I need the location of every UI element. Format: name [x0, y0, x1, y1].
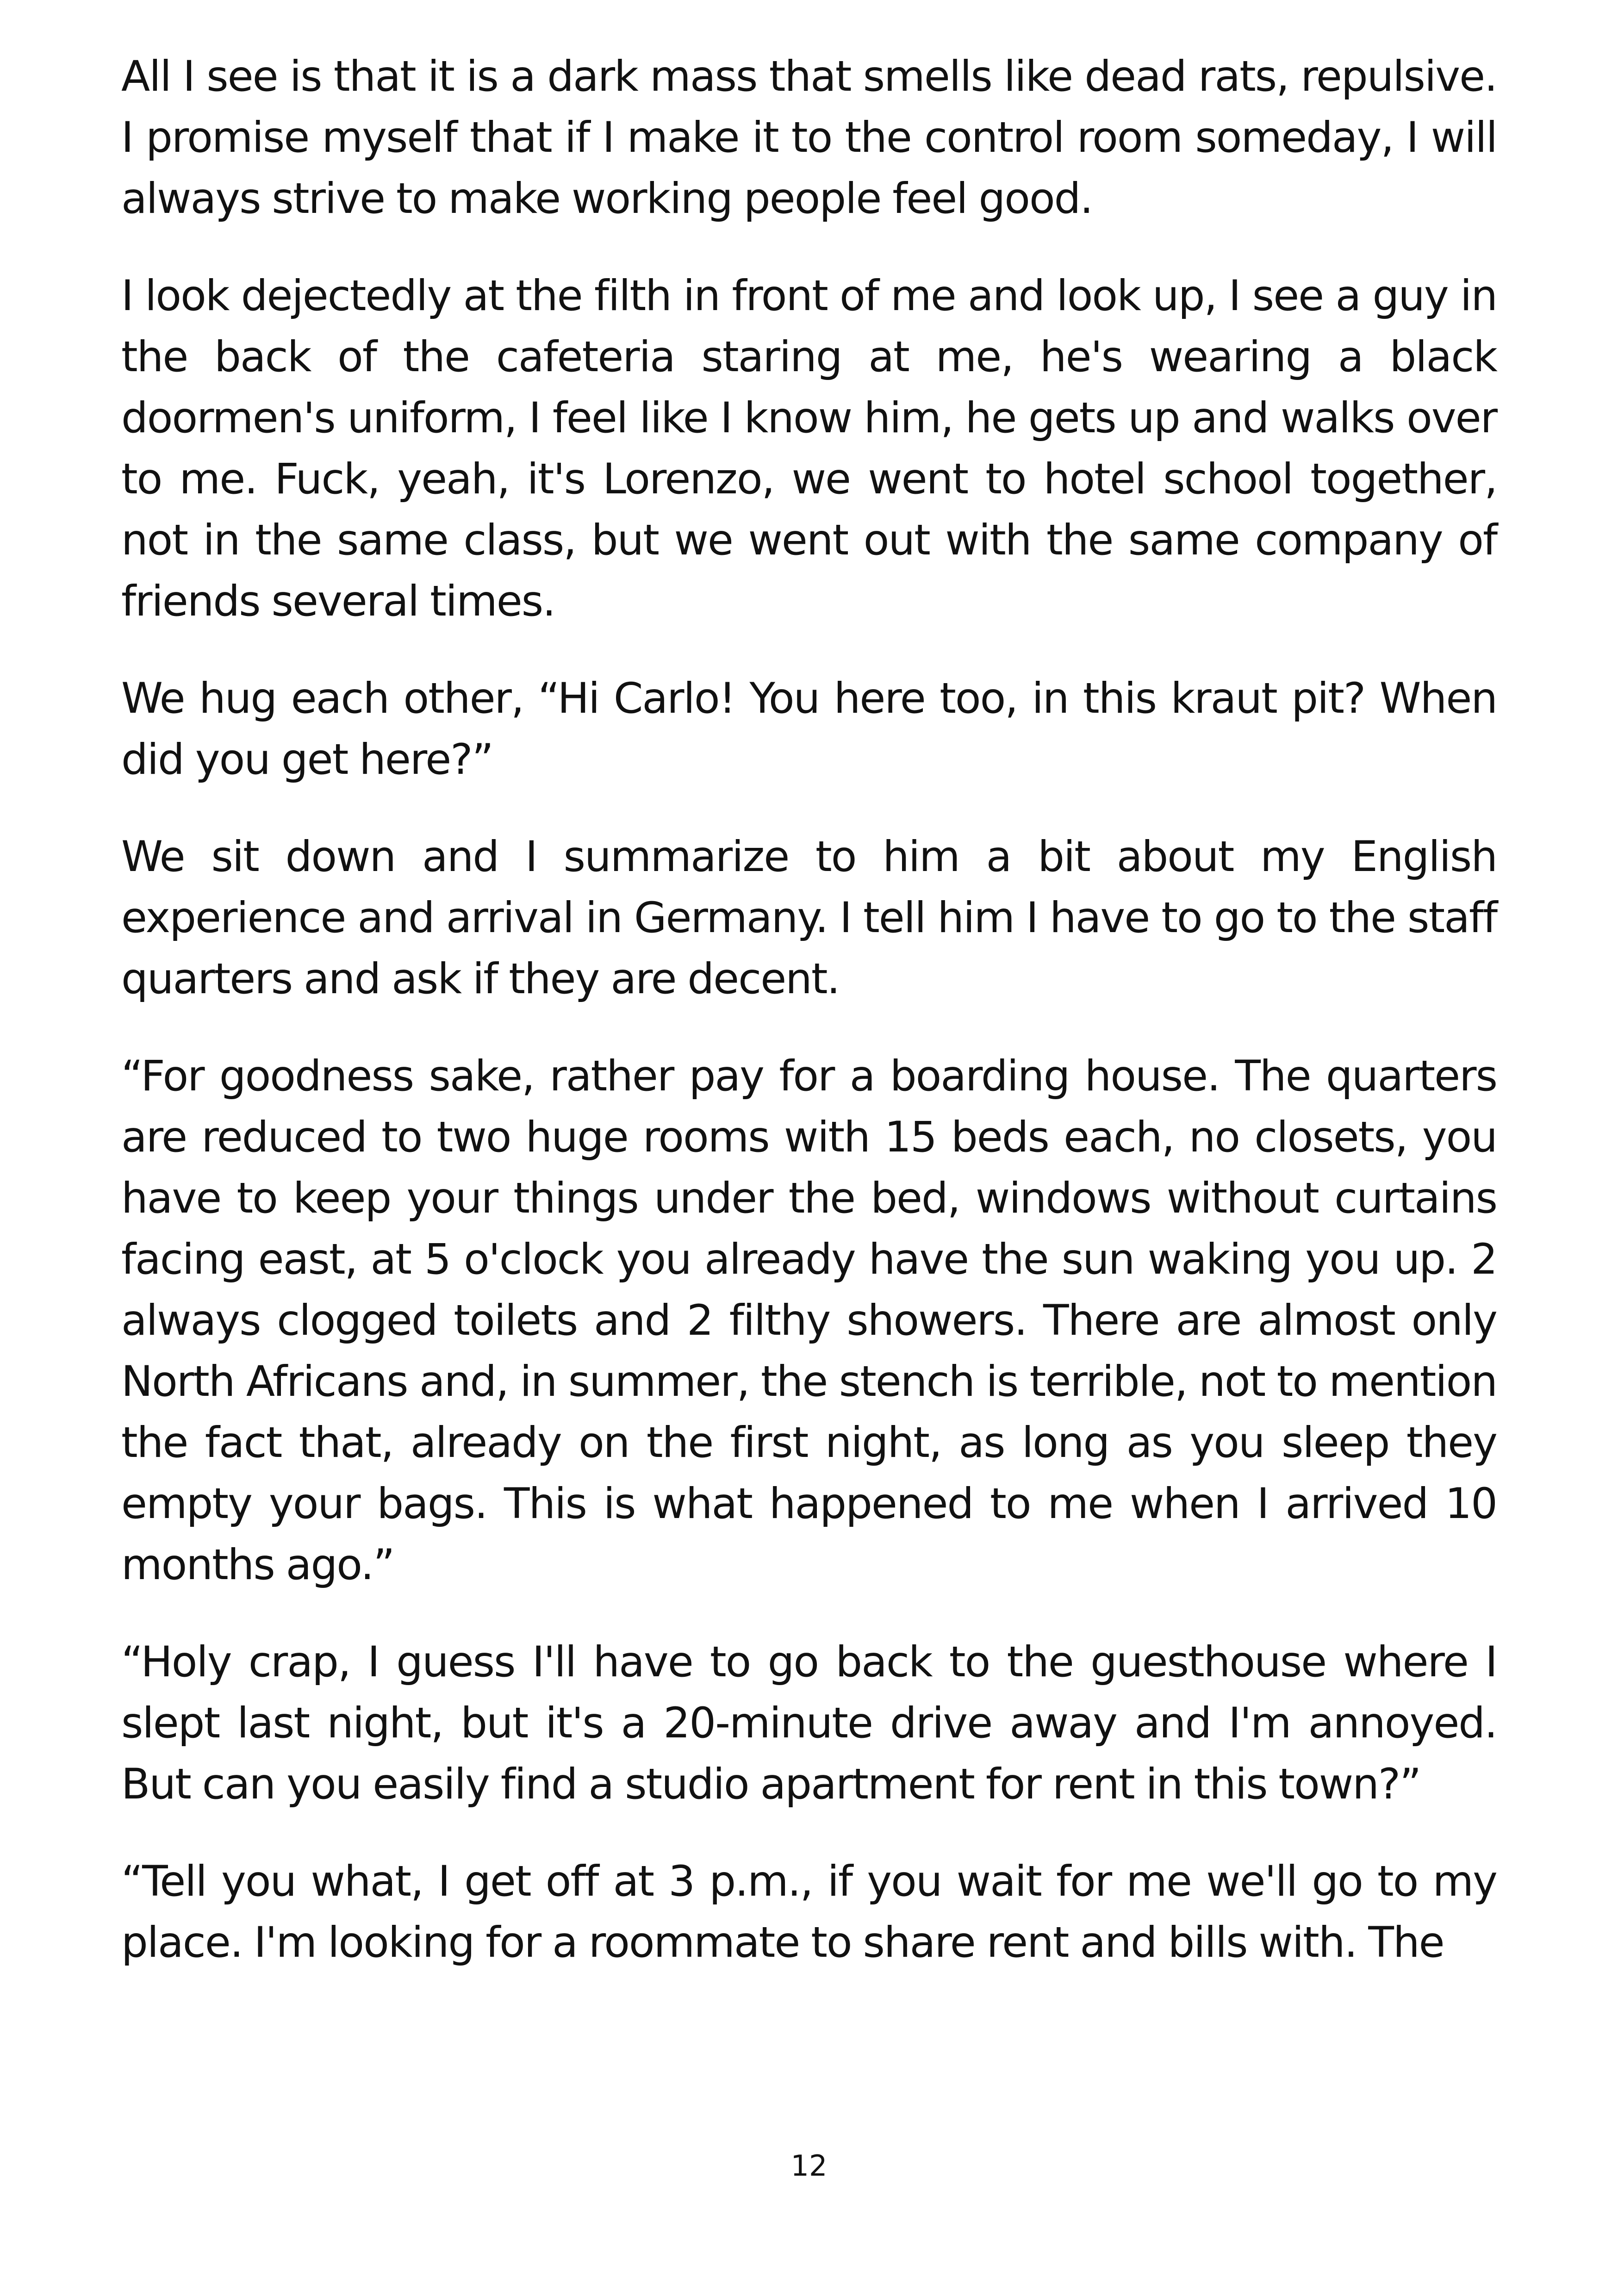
paragraph-3: We hug each other, “Hi Carlo! You here too, in this kraut pit? When did you get here?” — [121, 674, 1497, 784]
paragraph-1: All I see is that it is a dark mass that smells like dead rats, repulsive. I promise myself that if I make it to the control room someday, I will always strive to make working people feel good. — [121, 52, 1497, 223]
paragraph-4: We sit down and I summarize to him a bit about my English experience and arrival in Germany. I tell him I have to go to the staff quarters and ask if they are decent. — [121, 833, 1497, 1003]
paragraph-5: “For goodness sake, rather pay for a boarding house. The quarters are reduced to two huge rooms with 15 beds each, no closets, you have to keep your things under the bed, windows without curtains facing east, at 5 o'clock you already have the sun waking you up. 2 always clogged toilets and 2 filthy showers. There are almost only North Africans and, in summer, the stench is terrible, not to mention the fact that, already on the first night, as long as you sleep they empty your bags. This is what happened to me when I arrived 10 months ago.” — [121, 1052, 1497, 1589]
paragraph-7: “Tell you what, I get off at 3 p.m., if you wait for me we'll go to my place. I'm looking for a roommate to share rent and bills with. The — [121, 1857, 1497, 1967]
page-number: 12 — [790, 2149, 828, 2183]
paragraph-2: I look dejectedly at the filth in front of me and look up, I see a guy in the back of the cafeteria staring at me, he's wearing a black doormen's uniform, I feel like I know him, he gets up and walks over to me. Fuck, yeah, it's Lorenzo, we went to hotel school together, not in the same class, but we went out with the same company of friends several times. — [121, 272, 1497, 626]
text-body — [121, 46, 1497, 2010]
paragraph-6: “Holy crap, I guess I'll have to go back to the guesthouse where I slept last night, but it's a 20-minute drive away and I'm annoyed. But can you easily find a studio apartment for rent in this town?” — [121, 1638, 1497, 1809]
